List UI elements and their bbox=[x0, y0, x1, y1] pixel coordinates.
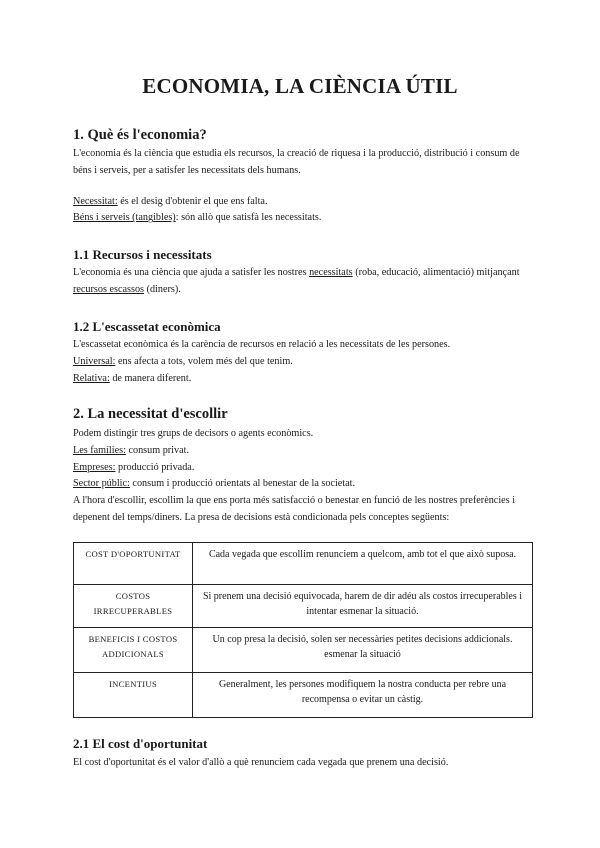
term-text: ens afecta a tots, volem més del que tenim. bbox=[115, 355, 293, 367]
definition-goods bbox=[73, 210, 533, 227]
section-heading: 2.1 El cost d'oportunitat bbox=[73, 736, 208, 751]
table-row bbox=[74, 543, 533, 585]
term-text: : són allò que satisfà les necessitats. bbox=[175, 212, 322, 224]
term: Béns i serveis (tangibles) bbox=[73, 212, 176, 224]
table-cell-description: Generalment, les persones modifiquem la nostra conducta per rebre una recompensa o evitar un càstig. bbox=[193, 673, 533, 718]
table-cell-concept: BENEFICIS I COSTOS ADDICIONALS bbox=[74, 628, 193, 673]
definition-relative bbox=[73, 371, 533, 388]
term: Sector públic: bbox=[73, 478, 130, 490]
term: Empreses: bbox=[73, 461, 116, 473]
term: Relativa: bbox=[73, 372, 110, 384]
section-scarcity bbox=[73, 319, 533, 387]
paragraph: El cost d'oportunitat és el valor d'allò a què renunciem cada vegada que prenem una decisió. bbox=[73, 757, 449, 768]
term-text: de manera diferent. bbox=[109, 372, 192, 384]
term: recursos escassos bbox=[73, 283, 145, 295]
paragraph bbox=[73, 265, 533, 299]
section-resources-needs bbox=[73, 247, 533, 299]
term: Necessitat: bbox=[73, 195, 118, 207]
table-row bbox=[74, 628, 533, 673]
definition-public-sector bbox=[73, 476, 533, 493]
section-what-is-economics bbox=[73, 126, 533, 227]
definition-families bbox=[73, 443, 533, 460]
table-cell-concept: COSTOS IRRECUPERABLES bbox=[74, 585, 193, 628]
paragraph: A l'hora d'escollir, escollim la que ens porta més satisfacció o benestar en funció de les nostres preferències i depenent del temps/diners. La presa de decisions està condicionada pels conceptes següents: bbox=[73, 495, 516, 523]
section-heading: 2. La necessitat d'escollir bbox=[73, 406, 228, 422]
table-row bbox=[74, 673, 533, 718]
term-text: és el desig d'obtenir el que ens falta. bbox=[117, 195, 268, 207]
text: L'economia és una ciència que ajuda a satisfer les nostres bbox=[73, 267, 310, 278]
paragraph: L'economia és la ciència que estudia els recursos, la creació de riquesa i la producció, distribució i consum de béns i serveis, per a satisfer les necessitats dels humans. bbox=[73, 148, 520, 176]
definition-universal bbox=[73, 354, 533, 371]
text: (roba, educació, alimentació) mitjançant bbox=[352, 267, 520, 278]
section-heading: 1. Què és l'economia? bbox=[73, 127, 207, 143]
section-opportunity-cost bbox=[73, 736, 533, 772]
term: Les famílies: bbox=[73, 444, 126, 456]
table-cell-description: Un cop presa la decisió, solen ser necessàries petites decisions addicionals. esmenar la situació bbox=[193, 628, 533, 673]
section-need-to-choose bbox=[73, 405, 533, 527]
table-cell-description: Si prenem una decisió equivocada, harem de dir adéu als costos irrecuperables i intentar esmenar la situació. bbox=[193, 585, 533, 628]
text: (diners). bbox=[144, 283, 181, 295]
term-text: consum i producció orientats al benestar de la societat. bbox=[129, 478, 356, 490]
paragraph: L'escassetat econòmica és la carència de recursos en relació a les necessitats de les persones. bbox=[73, 339, 451, 350]
paragraph: Podem distingir tres grups de decisors o agents econòmics. bbox=[73, 428, 314, 439]
section-heading: 1.1 Recursos i necessitats bbox=[73, 247, 212, 262]
page-title: ECONOMIA, LA CIÈNCIA ÚTIL bbox=[142, 74, 458, 98]
term: Universal: bbox=[73, 355, 116, 367]
table-cell-concept: COST D'OPORTUNITAT bbox=[74, 543, 193, 585]
definition-need bbox=[73, 194, 533, 211]
term-text: producció privada. bbox=[115, 461, 195, 473]
definition-companies bbox=[73, 460, 533, 477]
decision-concepts-table bbox=[73, 542, 533, 718]
term-text: consum privat. bbox=[125, 444, 190, 456]
section-heading: 1.2 L'escassetat econòmica bbox=[73, 319, 221, 334]
table-cell-description: Cada vegada que escollim renunciem a quelcom, amb tot el que això suposa. bbox=[193, 543, 533, 585]
table-cell-concept: INCENTIUS bbox=[74, 673, 193, 718]
table-row bbox=[74, 585, 533, 628]
term: necessitats bbox=[309, 267, 353, 278]
